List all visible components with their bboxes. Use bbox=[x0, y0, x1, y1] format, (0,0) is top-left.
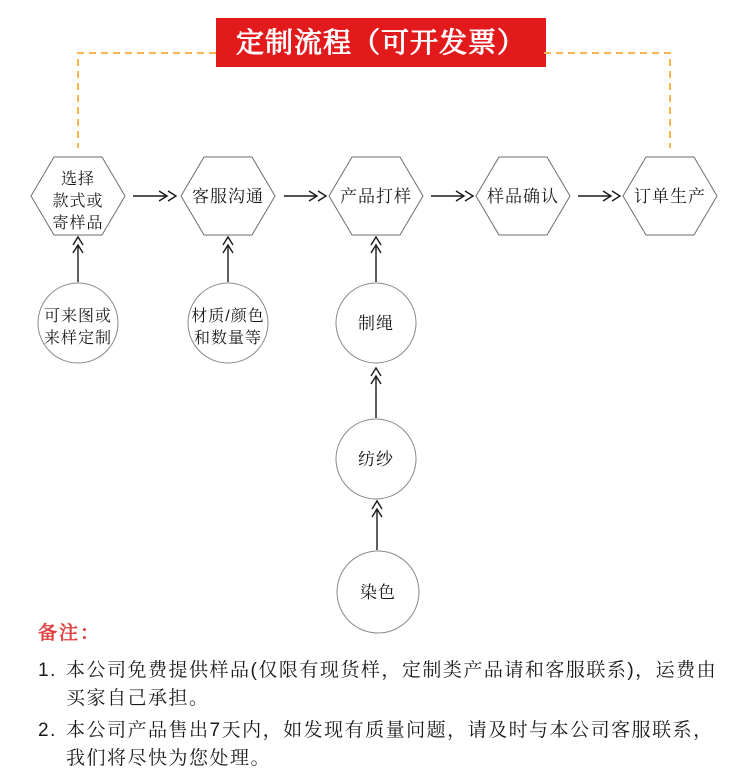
hexagon-product-sampling bbox=[329, 157, 423, 235]
circle-label: 材质/颜色 bbox=[191, 308, 265, 325]
arrow-dyeing-to-spinning bbox=[372, 501, 382, 550]
arrow-service-to-sampling bbox=[284, 191, 326, 201]
hexagon-label: 产品打样 bbox=[340, 187, 412, 206]
circle-material-color-qty bbox=[188, 283, 268, 363]
notes-label: 备注： bbox=[38, 623, 102, 644]
circle-label: 纺纱 bbox=[358, 450, 394, 469]
circle-rope-making bbox=[336, 283, 416, 363]
arrow-select-to-service bbox=[133, 191, 176, 201]
arrow-spinning-to-rope bbox=[371, 368, 381, 418]
note-number: 2. bbox=[38, 720, 57, 741]
hexagon-sample-confirm bbox=[476, 157, 570, 235]
hexagon-label: 订单生产 bbox=[634, 187, 706, 206]
hexagon-label: 选择 bbox=[60, 171, 96, 188]
circle-label: 可来图或 bbox=[43, 308, 113, 325]
circle-spinning bbox=[336, 419, 416, 499]
dashed-connector-right bbox=[544, 53, 670, 148]
note-item bbox=[38, 717, 732, 768]
hexagon-label: 样品确认 bbox=[487, 187, 559, 206]
circle-label: 和数量等 bbox=[193, 330, 263, 347]
circle-label: 制绳 bbox=[358, 314, 394, 333]
arrow-drawing-to-select bbox=[73, 237, 83, 282]
note-text: 本公司免费提供样品(仅限有现货样，定制类产品请和客服联系)，运费由买家自己承担。 bbox=[66, 660, 718, 709]
dashed-connector-left bbox=[78, 53, 216, 148]
hexagon-select-style bbox=[31, 157, 125, 235]
hexagon-label: 客服沟通 bbox=[192, 187, 264, 206]
hexagon-customer-service bbox=[181, 157, 275, 235]
arrow-rope-to-sampling bbox=[371, 237, 381, 282]
hexagon-label: 寄样品 bbox=[52, 215, 104, 232]
arrow-confirm-to-production bbox=[578, 191, 620, 201]
note-number: 1. bbox=[38, 660, 57, 681]
page-title-banner: 定制流程（可开发票） bbox=[216, 18, 546, 67]
hexagon-label: 款式或 bbox=[52, 193, 104, 210]
note-text: 本公司产品售出7天内，如发现有质量问题，请及时与本公司客服联系，我们将尽快为您处理。 bbox=[66, 720, 714, 768]
arrow-material-to-service bbox=[223, 237, 233, 282]
arrow-sampling-to-confirm bbox=[431, 191, 473, 201]
circle-label: 染色 bbox=[360, 583, 396, 602]
hexagon-order-production bbox=[623, 157, 717, 235]
circle-custom-by-drawing bbox=[38, 283, 118, 363]
note-item bbox=[38, 657, 732, 713]
notes-section bbox=[38, 618, 732, 768]
circle-label: 来样定制 bbox=[43, 330, 113, 347]
